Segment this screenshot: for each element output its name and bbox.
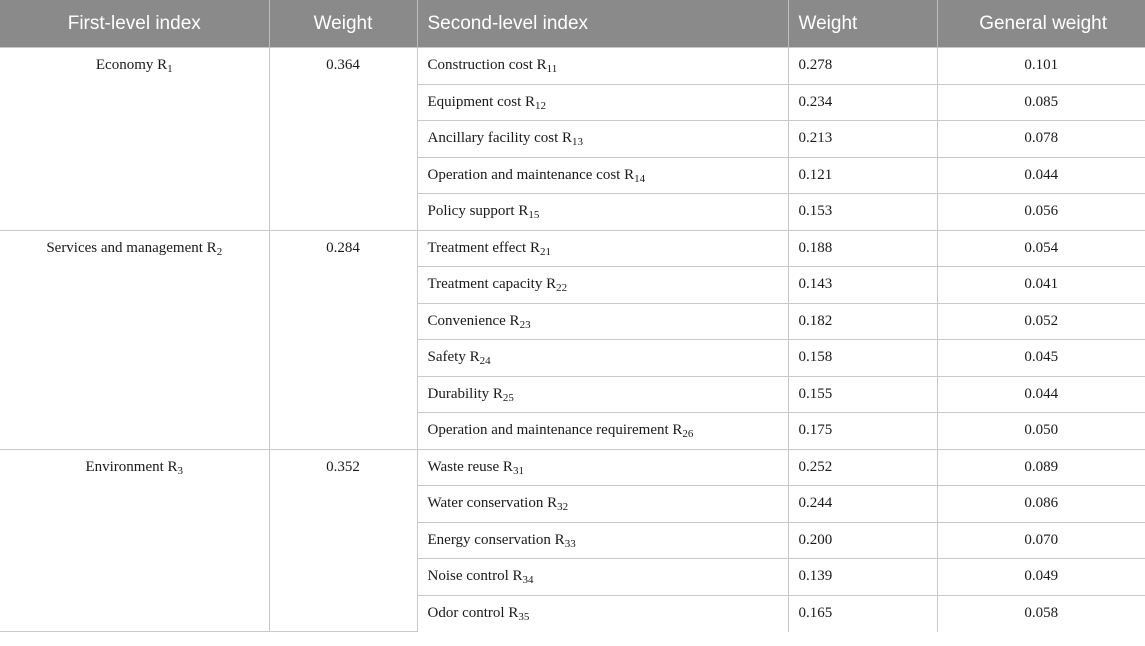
second-level-weight-cell: 0.234 [788, 84, 937, 121]
second-level-weight-cell: 0.155 [788, 376, 937, 413]
first-level-subscript: 1 [167, 63, 173, 75]
second-level-label: Construction cost R [427, 57, 547, 74]
general-weight-cell: 0.052 [937, 303, 1145, 340]
first-level-weight-cell: 0.352 [269, 449, 417, 632]
second-level-subscript: 33 [564, 537, 576, 550]
second-level-weight-cell: 0.143 [788, 267, 937, 304]
second-level-subscript: 14 [634, 172, 646, 185]
general-weight-cell: 0.070 [937, 522, 1145, 559]
second-level-index-cell [417, 194, 788, 231]
second-level-subscript: 11 [546, 63, 558, 76]
second-level-weight-cell: 0.139 [788, 559, 937, 596]
first-level-label: Economy R [95, 57, 168, 73]
first-level-index-cell [0, 230, 269, 449]
second-level-index-cell [417, 340, 788, 377]
second-level-weight-cell: 0.252 [788, 449, 937, 486]
general-weight-cell: 0.078 [937, 121, 1145, 158]
first-level-subscript: 3 [177, 464, 184, 477]
header-first-level: First-level index [0, 0, 269, 48]
first-level-label: Services and management R [46, 239, 217, 256]
table-body [0, 48, 1145, 632]
first-level-weight-cell: 0.284 [269, 230, 417, 449]
second-level-weight-cell: 0.153 [788, 194, 937, 231]
second-level-index-cell [417, 413, 788, 450]
second-level-label: Policy support R [427, 203, 529, 220]
second-level-index-cell [417, 522, 788, 559]
second-level-label: Operation and maintenance cost R [427, 166, 635, 183]
second-level-subscript: 31 [512, 464, 524, 477]
second-level-index-cell [417, 157, 788, 194]
second-level-weight-cell: 0.165 [788, 595, 937, 632]
second-level-weight-cell: 0.175 [788, 413, 937, 450]
second-level-weight-cell: 0.213 [788, 121, 937, 158]
second-level-subscript: 12 [535, 99, 546, 112]
second-level-label: Durability R [427, 385, 503, 402]
second-level-label: Treatment capacity R [427, 276, 557, 293]
second-level-index-cell [417, 486, 788, 523]
table-row [0, 230, 1145, 267]
second-level-label: Waste reuse R [427, 458, 513, 475]
table-header [0, 0, 1145, 48]
general-weight-cell: 0.058 [937, 595, 1145, 632]
second-level-subscript: 35 [518, 611, 530, 623]
header-general-weight: General weight [937, 0, 1145, 48]
second-level-subscript: 21 [539, 245, 551, 258]
second-level-index-cell [417, 84, 788, 121]
second-level-label: Operation and maintenance requirement R [427, 422, 683, 439]
second-level-label: Treatment effect R [427, 239, 540, 256]
second-level-label: Convenience R [427, 312, 520, 329]
second-level-weight-cell: 0.182 [788, 303, 937, 340]
general-weight-cell: 0.049 [937, 559, 1145, 596]
table-row [0, 449, 1145, 486]
first-level-label: Environment R [85, 458, 178, 475]
second-level-label: Odor control R [427, 605, 519, 621]
first-level-index-cell [0, 48, 269, 231]
general-weight-cell: 0.041 [937, 267, 1145, 304]
first-level-index-cell [0, 449, 269, 632]
general-weight-cell: 0.101 [937, 48, 1145, 85]
first-level-weight-cell: 0.364 [269, 48, 417, 231]
second-level-subscript: 13 [572, 136, 584, 149]
second-level-label: Ancillary facility cost R [427, 130, 573, 147]
second-level-weight-cell: 0.121 [788, 157, 937, 194]
general-weight-cell: 0.085 [937, 84, 1145, 121]
header-weight: Weight [269, 0, 417, 48]
second-level-index-cell [417, 121, 788, 158]
general-weight-cell: 0.044 [937, 376, 1145, 413]
second-level-subscript: 26 [682, 428, 694, 441]
second-level-label: Safety R [427, 349, 480, 366]
second-level-weight-cell: 0.188 [788, 230, 937, 267]
header-weight-2: Weight [788, 0, 937, 48]
second-level-subscript: 22 [556, 282, 568, 295]
second-level-index-cell [417, 267, 788, 304]
second-level-weight-cell: 0.278 [788, 48, 937, 85]
second-level-index-cell [417, 595, 788, 632]
second-level-index-cell [417, 559, 788, 596]
general-weight-cell: 0.044 [937, 157, 1145, 194]
header-second-level: Second-level index [417, 0, 788, 48]
second-level-index-cell [417, 303, 788, 340]
header-row [0, 0, 1145, 48]
second-level-subscript: 25 [502, 391, 514, 404]
second-level-subscript: 32 [557, 501, 569, 514]
second-level-index-cell [417, 376, 788, 413]
second-level-weight-cell: 0.200 [788, 522, 937, 559]
first-level-subscript: 2 [216, 245, 223, 258]
second-level-subscript: 23 [519, 318, 531, 331]
general-weight-cell: 0.054 [937, 230, 1145, 267]
general-weight-cell: 0.045 [937, 340, 1145, 377]
second-level-label: Energy conservation R [427, 531, 565, 548]
second-level-subscript: 34 [522, 574, 534, 587]
general-weight-cell: 0.089 [937, 449, 1145, 486]
general-weight-cell: 0.056 [937, 194, 1145, 231]
second-level-subscript: 15 [528, 209, 540, 222]
second-level-weight-cell: 0.158 [788, 340, 937, 377]
second-level-subscript: 24 [479, 355, 491, 368]
second-level-label: Equipment cost R [427, 93, 535, 110]
second-level-index-cell [417, 449, 788, 486]
general-weight-cell: 0.050 [937, 413, 1145, 450]
second-level-label: Noise control R [427, 568, 523, 585]
second-level-index-cell [417, 48, 788, 85]
general-weight-cell: 0.086 [937, 486, 1145, 523]
second-level-label: Water conservation R [427, 495, 558, 512]
second-level-index-cell [417, 230, 788, 267]
table-row [0, 48, 1145, 85]
second-level-weight-cell: 0.244 [788, 486, 937, 523]
